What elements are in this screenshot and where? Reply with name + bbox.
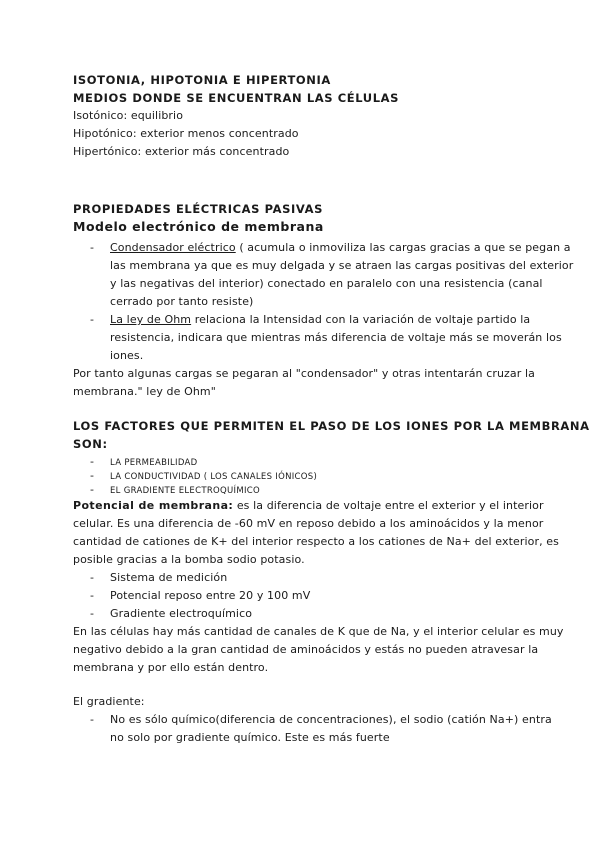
text-line: y las negativas del interior) conectado en paralelo con una resistencia (canal [110,277,543,290]
bullet-ohm [110,313,530,327]
heading-factores-son: SON: [73,437,108,451]
bullet-dash: - [90,571,94,584]
text-line: no solo por gradiente químico. Este es más fuerte [110,731,390,744]
text-line: cerrado por tanto resiste) [110,295,254,308]
bullet-dash: - [90,241,94,254]
text-line: membrana." ley de Ohm" [73,385,216,398]
text-line: negativo debido a la gran cantidad de aminoácidos y estás no pueden atravesar la [73,643,539,656]
bullet-dash: - [90,455,94,468]
text-line: Por tanto algunas cargas se pegaran al "condensador" y otras intentarán cruzar la [73,367,535,380]
heading-propiedades: PROPIEDADES ELÉCTRICAS PASIVAS [73,202,323,216]
text-line: Hipotónico: exterior menos concentrado [73,127,299,140]
bullet-condensador [110,241,571,255]
bullet-dash: - [90,607,94,620]
text-line: celular. Es una diferencia de -60 mV en reposo debido a los aminoácidos y la menor [73,517,544,530]
text-line: En las células hay más cantidad de canales de K que de Na, y el interior celular es muy [73,625,564,638]
text-line: Hipertónico: exterior más concentrado [73,145,290,158]
text-line: Isotónico: equilibrio [73,109,184,122]
term-condensador: Condensador eléctrico [110,241,236,254]
text-line: posible gracias a la bomba sodio potasio. [73,553,305,566]
text-line: No es sólo químico(diferencia de concentraciones), el sodio (catión Na+) entra [110,713,552,726]
bullet-dash: - [90,469,94,482]
list-item: Gradiente electroquímico [110,607,253,620]
text-line: iones. [110,349,144,362]
factor-item: LA CONDUCTIVIDAD ( LOS CANALES IÓNICOS) [110,472,318,482]
text-span: relaciona la Intensidad con la variación de voltaje partido la [191,313,531,326]
heading-factores: LOS FACTORES QUE PERMITEN EL PASO DE LOS IONES POR LA MEMBRANA [73,419,590,433]
list-item: Sistema de medición [110,571,228,584]
text-line: las membrana ya que es muy delgada y se atraen las cargas positivas del exterior [110,259,574,272]
bullet-dash: - [90,313,94,326]
text-line: resistencia, indicara que mientras más diferencia de voltaje más se moverán los [110,331,562,344]
text-line: membrana y por ello están dentro. [73,661,269,674]
list-item: Potencial reposo entre 20 y 100 mV [110,589,311,602]
bullet-dash: - [90,713,94,726]
heading-medios: MEDIOS DONDE SE ENCUENTRAN LAS CÉLULAS [73,91,400,105]
bullet-dash: - [90,483,94,496]
heading-gradiente: El gradiente: [73,695,145,708]
factor-item: EL GRADIENTE ELECTROQUÍMICO [110,486,261,496]
heading-isotonia: ISOTONIA, HIPOTONIA E HIPERTONIA [73,73,331,87]
bullet-dash: - [90,589,94,602]
text-span: es la diferencia de voltaje entre el exterior y el interior [233,499,544,512]
potencial-line [73,499,544,513]
text-span: ( acumula o inmoviliza las cargas gracias a que se pegan a [235,241,571,254]
text-line: cantidad de cationes de K+ del interior respecto a los cationes de Na+ del exterior, es [73,535,559,548]
term-potencial: Potencial de membrana: [73,499,234,512]
subheading-modelo: Modelo electrónico de membrana [73,219,324,234]
term-ley-ohm: La ley de Ohm [110,313,192,326]
factor-item: LA PERMEABILIDAD [110,458,198,468]
